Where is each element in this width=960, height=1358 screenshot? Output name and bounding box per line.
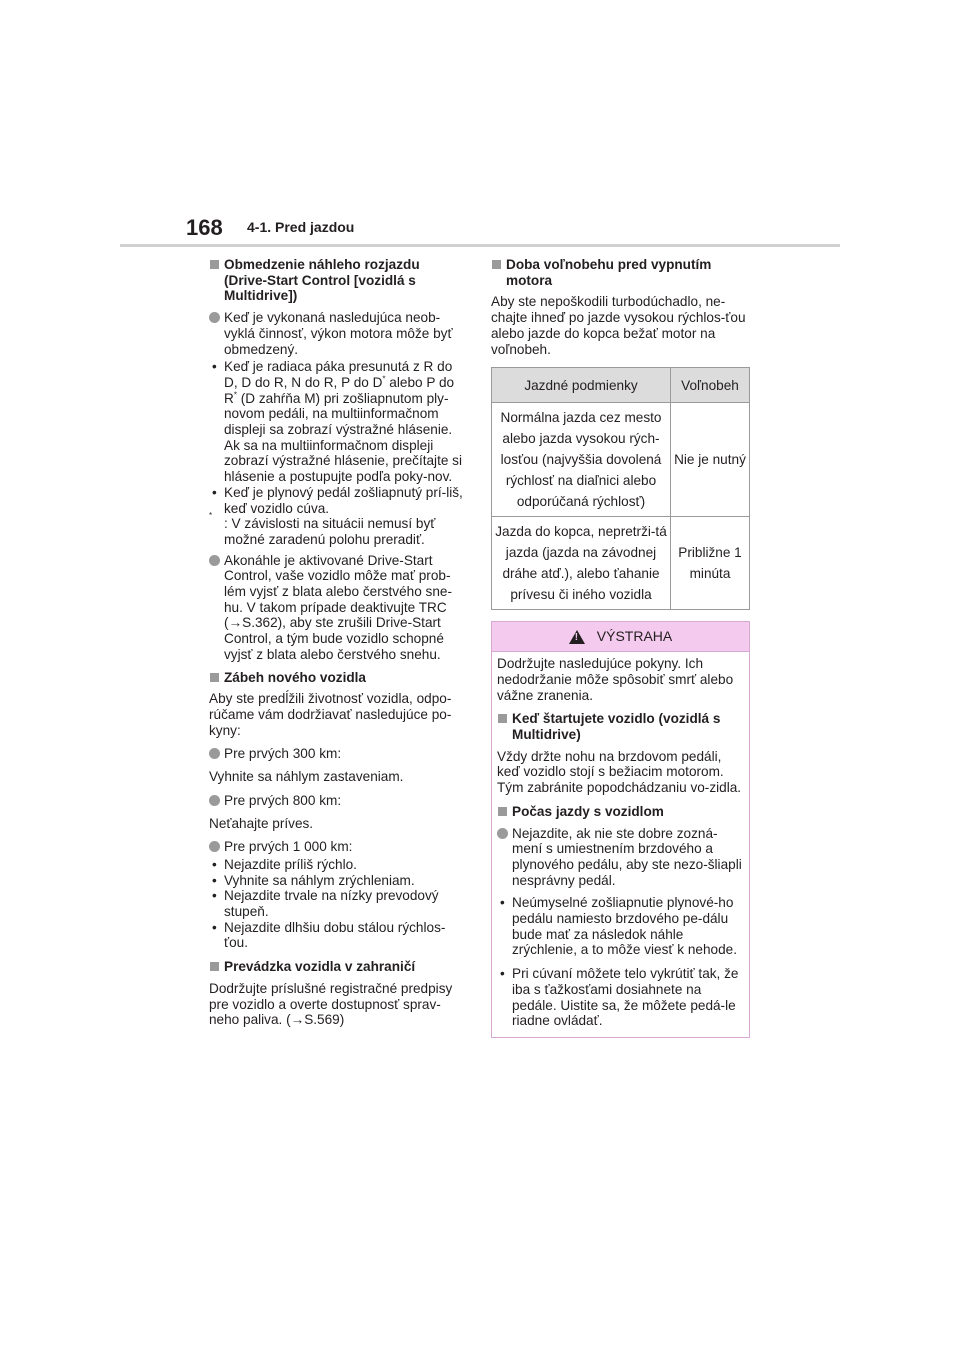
point-300km: Pre prvých 300 km: [209,746,465,762]
text-no-trailer: Neťahajte príves. [209,815,314,831]
footnote-text: : V závislosti na situácii nemusí byť možné zaradenú polohu preradiť. [224,516,436,547]
header-divider [120,244,840,247]
heading-idle-time: Doba voľnobehu pred vypnutím motora [491,257,747,288]
text-abroad: Dodržujte príslušné registračné predpisy pre vozidlo a overte dostupnosť sprav-neho paliva. (→S.569) [209,980,453,1028]
footnote: * : V závislosti na situácii nemusí byť možné zaradenú polohu preradiť. [209,511,436,547]
point-engine-limited: Keď je vykonaná nasledujúca neob-vyklá činnosť, výkon motora môže byť obmedzený. [209,310,465,357]
footnote-mark: * [233,390,237,400]
table-cell: Normálna jazda cez mesto alebo jazda vysokou rých-losťou (najvyššia dovolená rýchlosť na diaľnici alebo odporúčaná rýchlosť) [492,403,671,517]
bullet-shift-lever [209,359,465,485]
bullet-pedal-reverse: • Keď je plynový pedál zošliapnutý prí-liš, keď vozidlo cúva. [209,485,465,516]
bullet-constant-speed: • Nejazdite dlhšiu dobu stálou rýchlos-ťou. [209,920,465,951]
heading-drive-start-control: Obmedzenie náhleho rozjazdu (Drive-Start Control [vozidlá s Multidrive]) [209,257,465,304]
table-row [492,403,750,517]
bullet-no-acceleration: • Vyhnite sa náhlym zrýchleniam. [209,873,465,889]
point-mud-snow: Akonáhle je aktivované Drive-Start Control, vaše vozidlo môže mať prob-lém vyjsť z blata alebo čerstvého sne-hu. V takom prípade deaktivujte TRC (→S.362), aby ste zrušili Drive-Start Control, a tým bude vozidlo schopné vyjsť z blata alebo čerstvého snehu. [209,553,465,663]
text-turbo: Aby ste nepoškodili turbodúchadlo, ne-chajte ihneď po jazde vysokou rýchlos-ťou alebo jazde do kopca bežať motor na voľnobeh. [491,294,746,357]
section-title: 4-1. Pred jazdou [247,219,355,235]
bullet-not-fast: • Nejazdite príliš rýchlo. [209,857,465,873]
right-column [491,257,747,1038]
table-header-conditions: Jazdné podmienky [492,368,671,403]
warning-title: VÝSTRAHA [596,627,673,644]
warning-bullet-accidental: • Neúmyselné zošliapnutie plynové-ho pedálu namiesto brzdového pe-dálu bude mať za následok náhle zrýchlenie, a to môže viesť k nehode. [497,895,743,958]
page-number: 168 [186,215,223,240]
table-row [492,517,750,610]
text-avoid-stops: Vyhnite sa náhlym zastaveniam. [209,769,404,785]
bullet-low-gear: • Nejazdite trvale na nízky prevodový stupeň. [209,888,465,919]
warning-heading-driving: Počas jazdy s vozidlom [497,804,743,820]
heading-break-in: Zábeh nového vozidla [209,670,465,686]
warning-heading-start: Keď štartujete vozidlo (vozidlá s Multidrive) [497,711,743,742]
footnote-mark: * [382,374,386,384]
table-cell: Nie je nutný [671,403,750,517]
point-1000km: Pre prvých 1 000 km: [209,839,465,855]
table-header-row [492,368,750,403]
left-column [209,257,465,1028]
idle-table [491,367,750,610]
point-800km: Pre prvých 800 km: [209,793,465,809]
break-in-intro: Aby ste predĺžili životnosť vozidla, odpo-rúčame vám dodržiavať nasledujúce po-kyny: [209,691,452,738]
warning-box [491,621,750,1038]
bullet-shift-text-end: (D zahŕňa M) pri zošliapnutom ply-novom pedáli, na multiinformačnom displeji sa zobrazí výstražné hlásenie. Ak sa na multiinformačnom displeji zobrazí výstražné hlásenie, prečítajte si hlásenie a postupujte podľa poky-nov. [224,390,463,485]
warning-header [492,622,749,652]
warning-intro: Dodržujte nasledujúce pokyny. Ich nedodržanie môže spôsobiť smrť alebo vážne zranenia. [497,656,734,703]
warning-triangle-icon: ! [569,630,585,644]
table-header-idle: Voľnobeh [671,368,750,403]
warning-point-pedals: Nejazdite, ak nie ste dobre zozná-mení s umiestnením brzdového a plynového pedálu, aby ste nezo-šliapli nesprávny pedál. [497,826,743,889]
bullet-shift-text-mid: alebo P do R [224,374,455,406]
warning-body [492,652,749,1037]
table-cell: Približne 1 minúta [671,517,750,610]
warning-text-brake: Vždy držte nohu na brzdovom pedáli, keď vozidlo stojí s bežiacim motorom. Tým zabránite popodchádzaniu vo-zidla. [497,748,742,796]
bullet-shift-text: Keď je radiaca páka presunutá z R do D, D do R, N do R, P do D [224,359,453,390]
warning-bullet-reversing: • Pri cúvaní môžete telo vykrútiť tak, že iba s ťažkosťami dosiahnete na pedále. Uistite sa, že môžete pedá-le riadne ovládať. [497,966,743,1029]
table-cell: Jazda do kopca, nepretrži-tá jazda (jazda na závodnej dráhe atď.), alebo ťahanie prívesu či iného vozidla [492,517,671,610]
heading-abroad: Prevádzka vozidla v zahraničí [209,959,465,975]
